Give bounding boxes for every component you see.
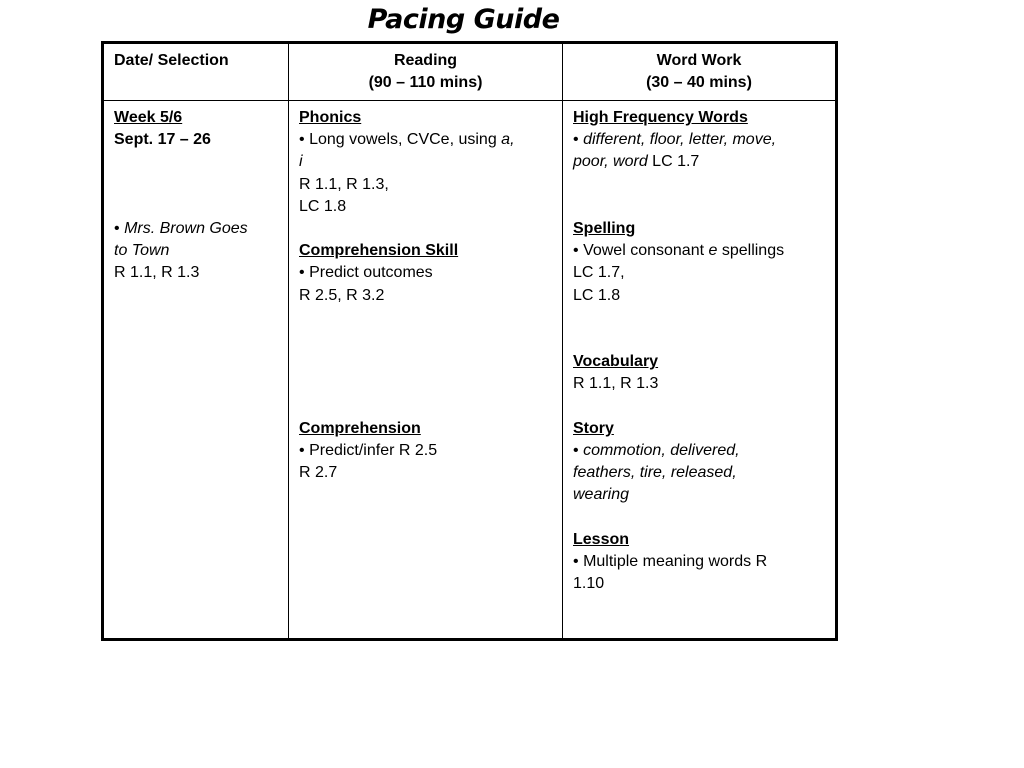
story-heading: Story [573,419,614,437]
story-title: • Mrs. Brown Goes [114,219,248,237]
lesson-item: • Multiple meaning words R [573,552,768,570]
week-row [103,101,837,640]
bullet-icon: • [573,131,579,149]
pacing-guide-table [101,41,838,641]
date-range: Sept. 17 – 26 [114,131,211,149]
story-standards: R 1.1, R 1.3 [114,264,200,282]
header-date-selection: Date/ Selection [103,43,289,101]
phonics-heading: Phonics [299,109,362,126]
story-words: • commotion, delivered, [573,441,740,459]
comprehension-skill-heading: Comprehension Skill [299,242,459,260]
word-work-cell: High Frequency Words • different, floor, letter, move, poor, word LC 1.7 Spelling • Vowel consonant e spellings LC 1.7, LC 1.8 Vocabulary R 1.1, R 1.3 Story • commotion, delivered, feathers, tire, released, wearing Lesson • Multiple meaning words R 1.10 [563,101,837,640]
bullet-icon: • [114,219,120,237]
spelling-item: • Vowel consonant e spellings [573,242,785,260]
header-reading: Reading (90 – 110 mins) [289,43,563,101]
bullet-icon: • [299,131,305,149]
header-word-work: Word Work (30 – 40 mins) [563,43,837,101]
vocabulary-heading: Vocabulary [573,353,659,371]
bullet-icon: • [299,441,305,459]
bullet-icon: • [573,242,579,260]
comprehension-skill-item: • Predict outcomes [299,264,433,282]
spelling-heading: Spelling [573,219,636,237]
phonics-item: • Long vowels, CVCe, using a, [299,131,515,149]
bullet-icon: • [573,441,579,459]
page-title: Pacing Guide [367,4,560,35]
comprehension-item: • Predict/infer R 2.5 [299,441,438,459]
header-row [103,43,837,101]
reading-cell: Phonics • Long vowels, CVCe, using a, i R 1.1, R 1.3, LC 1.8 Comprehension Skill • Predict outcomes R 2.5, R 3.2 Comprehension • Predict/infer R 2.5 R 2.7 [289,101,563,640]
date-selection-cell: Week 5/6 Sept. 17 – 26 • Mrs. Brown Goes to Town R 1.1, R 1.3 [103,101,289,640]
bullet-icon: • [299,264,305,282]
week-label: Week 5/6 [114,109,183,126]
hfw-heading: High Frequency Words [573,109,748,126]
bullet-icon: • [573,552,579,570]
comprehension-heading: Comprehension [299,419,421,437]
lesson-heading: Lesson [573,530,630,548]
hfw-words: • different, floor, letter, move, [573,131,777,149]
